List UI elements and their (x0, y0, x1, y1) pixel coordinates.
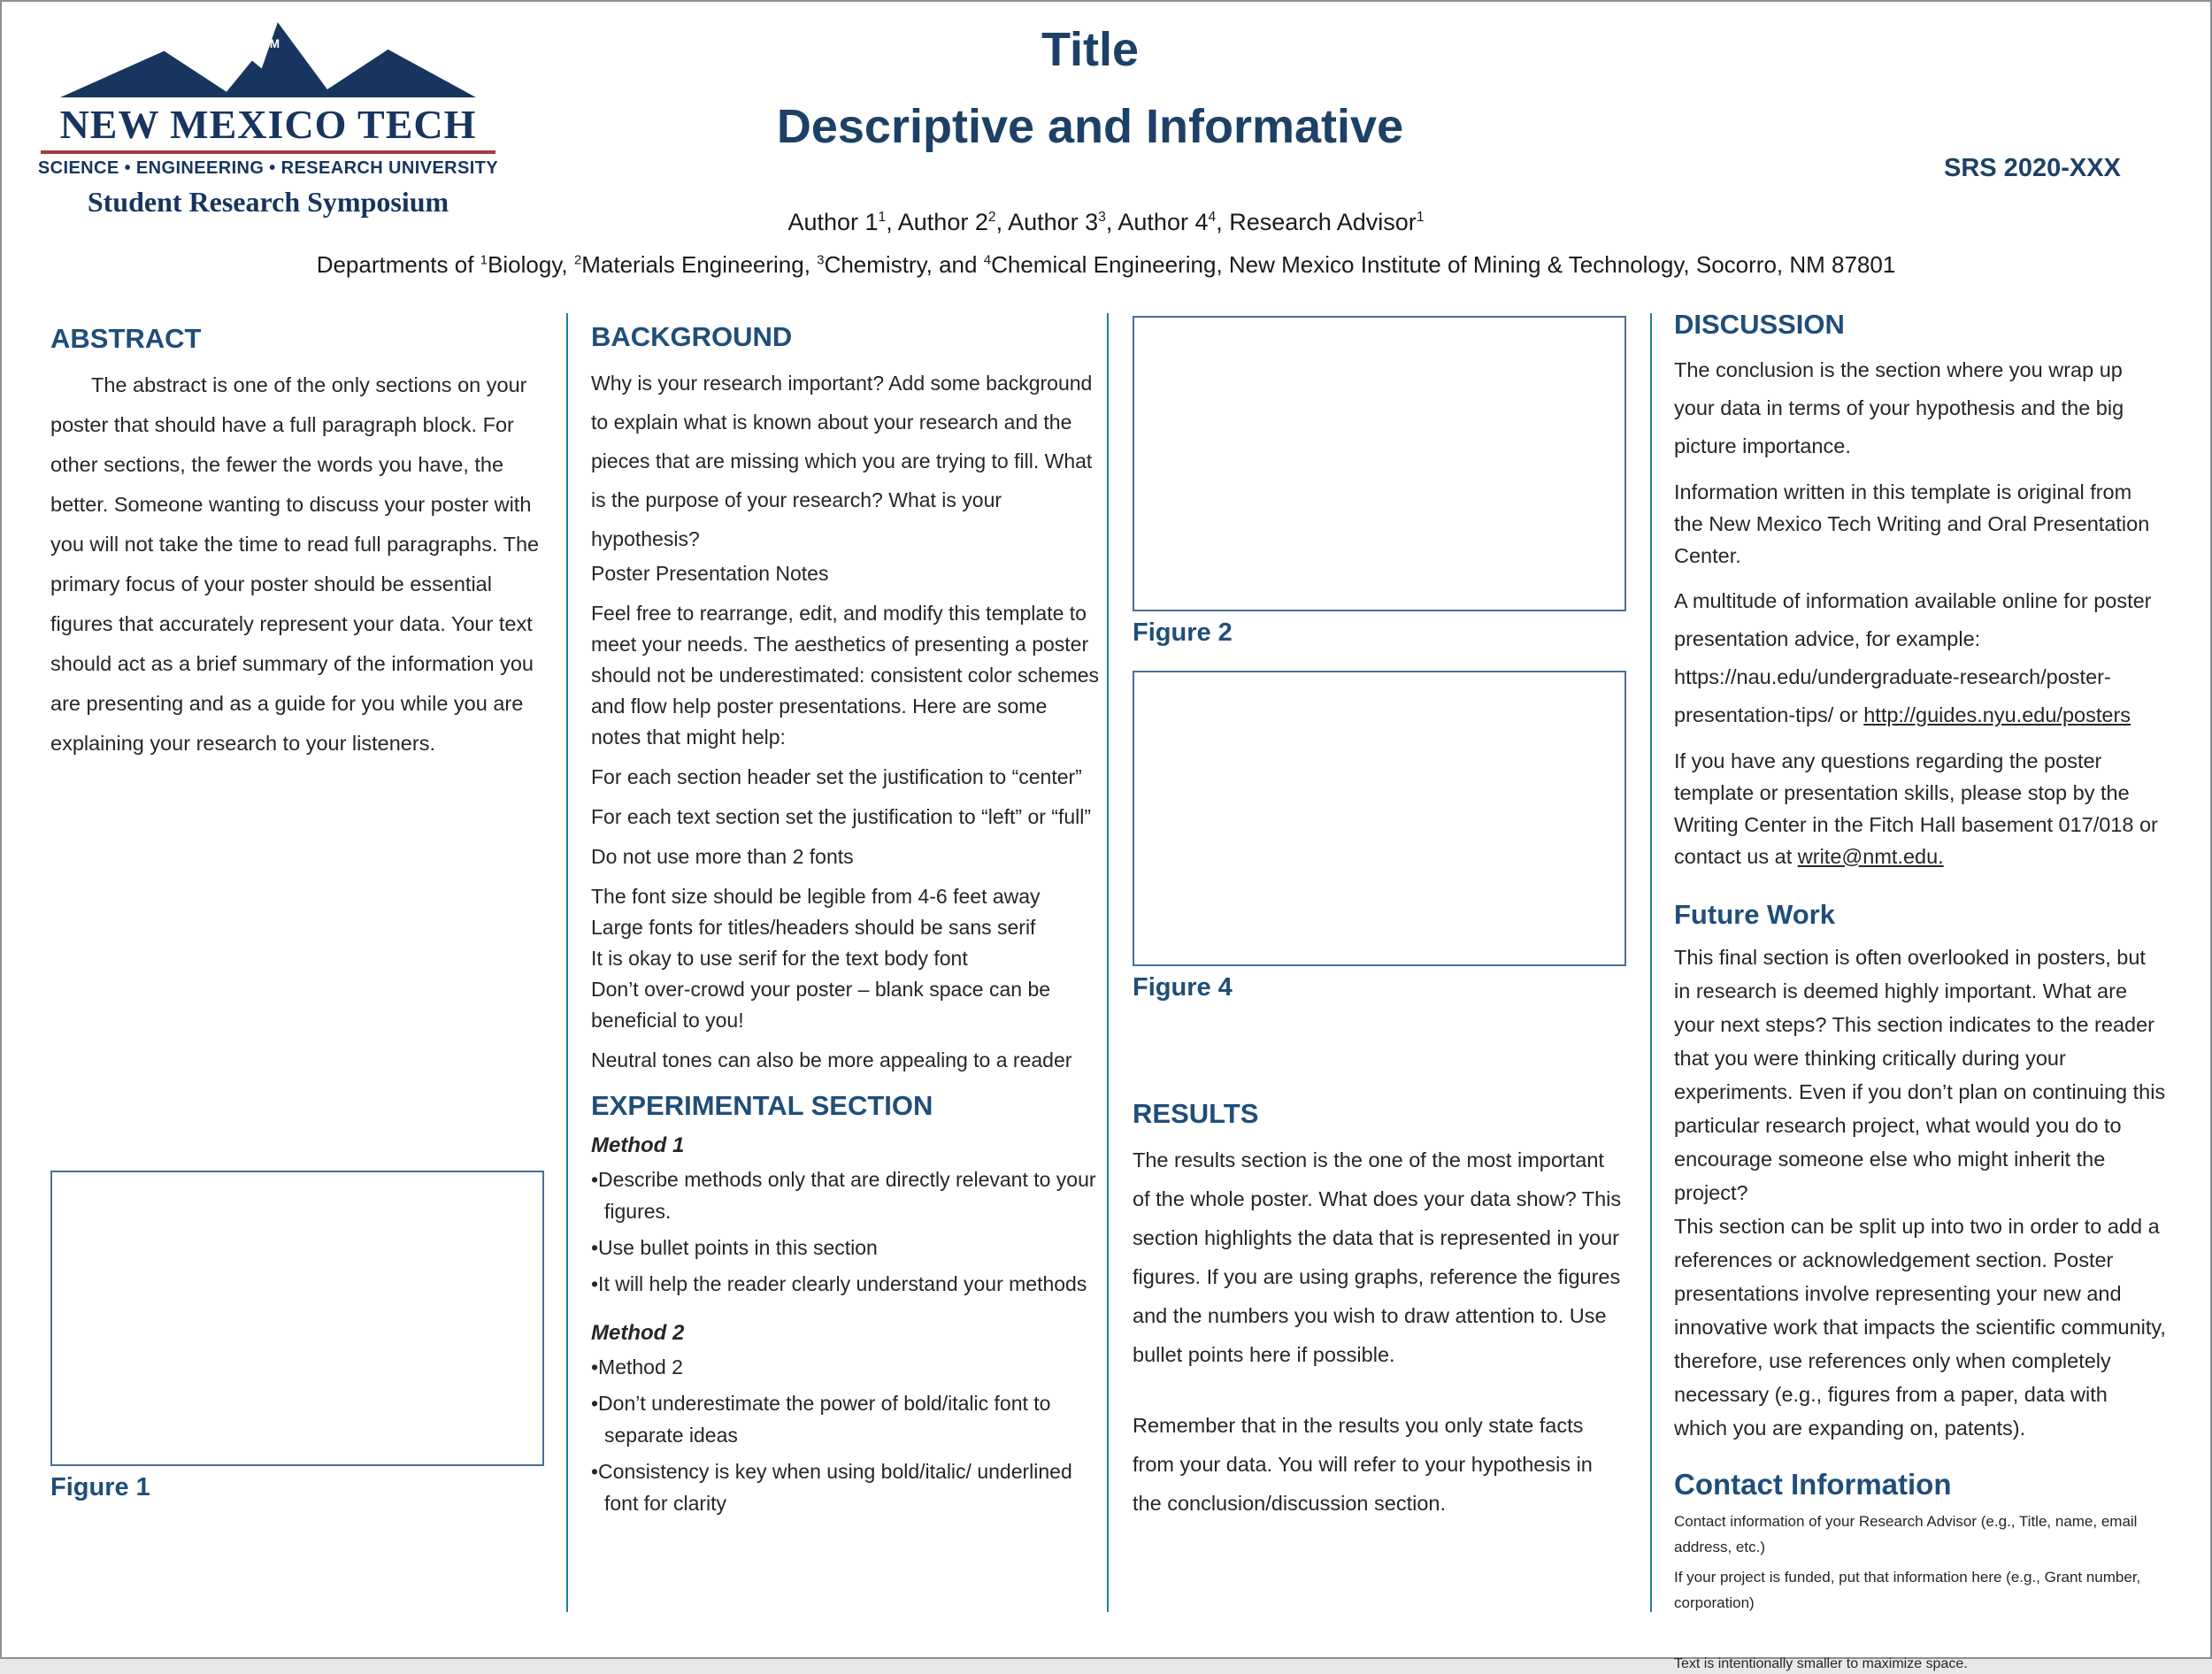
method-bullet: •Describe methods only that are directly relevant to your figures. (591, 1168, 1096, 1224)
column-divider-2 (1107, 313, 1109, 1612)
logo-tagline: SCIENCE • ENGINEERING • RESEARCH UNIVERSITY (37, 157, 499, 178)
column-divider-3 (1650, 313, 1652, 1612)
background-item: The font size should be legible from 4-6 feet away (591, 884, 1041, 908)
results-paragraphs (1133, 1140, 1626, 1523)
method-bullet: •Method 2 (591, 1355, 683, 1379)
department-sup: 2 (573, 252, 582, 268)
discussion-link[interactable]: write@nmt.edu. (1797, 844, 1944, 868)
discussion-text: The conclusion is the section where you wrap up your data in terms of your hypothesis and the big picture importance. (1674, 357, 2124, 457)
figure-4-placeholder (1133, 671, 1626, 966)
author-sup: 2 (987, 210, 996, 225)
discussion-paragraph (1674, 582, 2166, 734)
department-sup: 1 (480, 252, 488, 268)
experimental-header: EXPERIMENTAL SECTION (591, 1089, 933, 1121)
future-work-paragraph: This section can be split up into two in order to add a references or acknowledgement section. Poster presentations involve representing your new and innovative work that impacts the scientific community, therefore, use references only when completely necessary (e.g., figures from a paper, data with which you are expanding on, patents). (1674, 1215, 2166, 1440)
figure-2-caption: Figure 2 (1133, 618, 1233, 647)
title-line-1: Title (1041, 23, 1140, 76)
figure-4 (1133, 671, 1626, 1002)
department-text: Chemistry, and (824, 251, 984, 278)
background-header: BACKGROUND (591, 321, 793, 352)
author-sup: 1 (878, 210, 887, 225)
future-work-paragraphs (1674, 941, 2166, 1445)
department-text: Materials Engineering, (581, 251, 818, 278)
author-sup: 3 (1098, 210, 1106, 225)
discussion-text: If you have any questions regarding the poster template or presentation skills, please stop by the Writing Center in the Fitch Hall basement 017/018 or contact us at (1674, 749, 2158, 868)
contact-line: Contact information of your Research Advisor (e.g., Title, name, email address, etc.) (1674, 1513, 2138, 1556)
author-text: , Author 3 (995, 209, 1099, 235)
author-text: , Author 4 (1105, 209, 1209, 235)
future-work-section (1674, 899, 2166, 1446)
title-line-2: Descriptive and Informative (776, 99, 1404, 153)
background-item: Large fonts for titles/headers should be sans serif (591, 915, 1036, 939)
results-paragraph: Remember that in the results you only state facts from your data. You will refer to your hypothesis in the conclusion/discussion section. (1133, 1413, 1593, 1515)
discussion-link[interactable]: http://guides.nyu.edu/posters (1863, 703, 2131, 726)
background-item: For each text section set the justification to “left” or “full” (591, 804, 1092, 828)
method-bullet: •It will help the reader clearly understand your methods (591, 1272, 1087, 1296)
figure-2 (1133, 316, 1626, 648)
authors-line (2, 209, 2210, 236)
column-abstract (50, 298, 544, 1652)
experimental-methods (591, 1133, 1100, 1519)
discussion-text: Information written in this template is original from the New Mexico Tech Writing and Oral Presentation Center. (1674, 480, 2150, 567)
future-work-header: Future Work (1674, 898, 1835, 930)
discussion-header: DISCUSSION (1674, 309, 1845, 340)
discussion-paragraph (1674, 351, 2166, 465)
figure-4-caption: Figure 4 (1133, 973, 1233, 1002)
method-bullet: •Use bullet points in this section (591, 1236, 878, 1260)
figure-1 (50, 1171, 544, 1502)
logo-red-rule (41, 150, 495, 154)
mountain-logo-icon (60, 11, 476, 103)
method-title: Method 1 (591, 1133, 685, 1158)
contact-footnote: Text is intentionally smaller to maximize space. (1674, 1656, 1968, 1672)
discussion-paragraphs (1674, 351, 2166, 872)
background-items (591, 364, 1100, 1076)
future-work-paragraph: This final section is often overlooked in posters, but in research is deemed highly important. What are your next steps? This section indicates to the reader that you were thinking critically during your experiments. Even if you don’t plan on continuing this particular research project, what would you do to encourage someone else who might inherit the project? (1674, 946, 2166, 1205)
discussion-paragraph (1674, 745, 2166, 872)
poster-title (550, 25, 1630, 151)
department-sup: 3 (817, 252, 825, 268)
background-item: Don’t over-crowd your poster – blank space can be beneficial to you! (591, 977, 1051, 1032)
method-bullet: •Don’t underestimate the power of bold/italic font to separate ideas (591, 1392, 1051, 1447)
background-item: Poster Presentation Notes (591, 561, 829, 585)
results-paragraph: The results section is the one of the most important of the whole poster. What does your data show? This section highlights the data that is represented in your figures. If you are using graphs, reference the figures and the numbers you wish to draw attention to. Use bullet points here if possible. (1133, 1148, 1622, 1366)
contact-section (1674, 1468, 2166, 1674)
background-item: For each section header set the justification to “center” (591, 764, 1082, 788)
background-item: Do not use more than 2 fonts (591, 844, 854, 868)
discussion-text: A multitude of information available online for poster presentation advice, for example: https://nau.edu/undergraduate-research/poster-presentation-tips/ or (1674, 588, 2152, 726)
author-text: , Author 2 (886, 209, 988, 235)
department-text: Biology, (488, 251, 574, 278)
background-item: It is okay to use serif for the text body font (591, 946, 968, 970)
discussion-section (1674, 309, 2166, 872)
departments-line (2, 251, 2210, 279)
logo-university-name: NEW MEXICO TECH (59, 102, 477, 147)
author-sup: 1 (1416, 210, 1425, 225)
author-text: Author 1 (787, 209, 879, 235)
column-divider-1 (566, 313, 568, 1612)
figure-1-placeholder (50, 1171, 544, 1466)
column-background (591, 298, 1100, 1652)
department-sup: 4 (983, 252, 992, 268)
contact-header: Contact Information (1674, 1468, 1952, 1501)
figure-2-placeholder (1133, 316, 1626, 611)
column-discussion (1674, 298, 2166, 1672)
discussion-paragraph (1674, 476, 2166, 572)
background-item: Why is your research important? Add some background to explain what is known about your research and the pieces that are missing which you are trying to fill. What is the purpose of your research? What is your hypothesis? (591, 371, 1093, 550)
column-results (1133, 298, 1626, 1652)
results-header: RESULTS (1133, 1098, 1259, 1129)
mountain-monogram: M (269, 37, 280, 51)
author-text: , Research Advisor (1216, 209, 1417, 235)
abstract-header: ABSTRACT (50, 323, 202, 354)
figure-1-caption: Figure 1 (50, 1473, 150, 1501)
results-section (1133, 1098, 1626, 1523)
department-text: Departments of (316, 251, 480, 278)
logo-symposium-name: Student Research Symposium (87, 185, 449, 218)
nmt-logo (37, 11, 499, 219)
contact-line: If your project is funded, put that information here (e.g., Grant number, corporation) (1674, 1569, 2141, 1612)
srs-code: SRS 2020-XXX (1944, 154, 2121, 182)
method-title: Method 2 (591, 1321, 685, 1346)
background-item: Feel free to rearrange, edit, and modify this template to meet your needs. The aesthetics of presenting a poster should not be underestimated: consistent color schemes and flow help poster presentations. Here are some notes that might help: (591, 601, 1100, 749)
department-text: Chemical Engineering, New Mexico Institute of Mining & Technology, Socorro, NM 87801 (991, 251, 1896, 278)
background-item: Neutral tones can also be more appealing to a reader (591, 1048, 1072, 1071)
contact-lines (1674, 1509, 2166, 1616)
abstract-paragraph: The abstract is one of the only sections on your poster that should have a full paragraph block. For other sections, the fewer the words you have, the better. Someone wanting to discuss your poster with you will not take the time to read full paragraphs. The primary focus of your poster should be essential figures that accurately represent your data. Your text should act as a brief summary of the information you are presenting and as a guide for you while you are explaining your research to your listeners. (50, 372, 540, 755)
method-bullet: •Consistency is key when using bold/italic/ underlined font for clarity (591, 1460, 1072, 1516)
author-sup: 4 (1208, 210, 1217, 225)
